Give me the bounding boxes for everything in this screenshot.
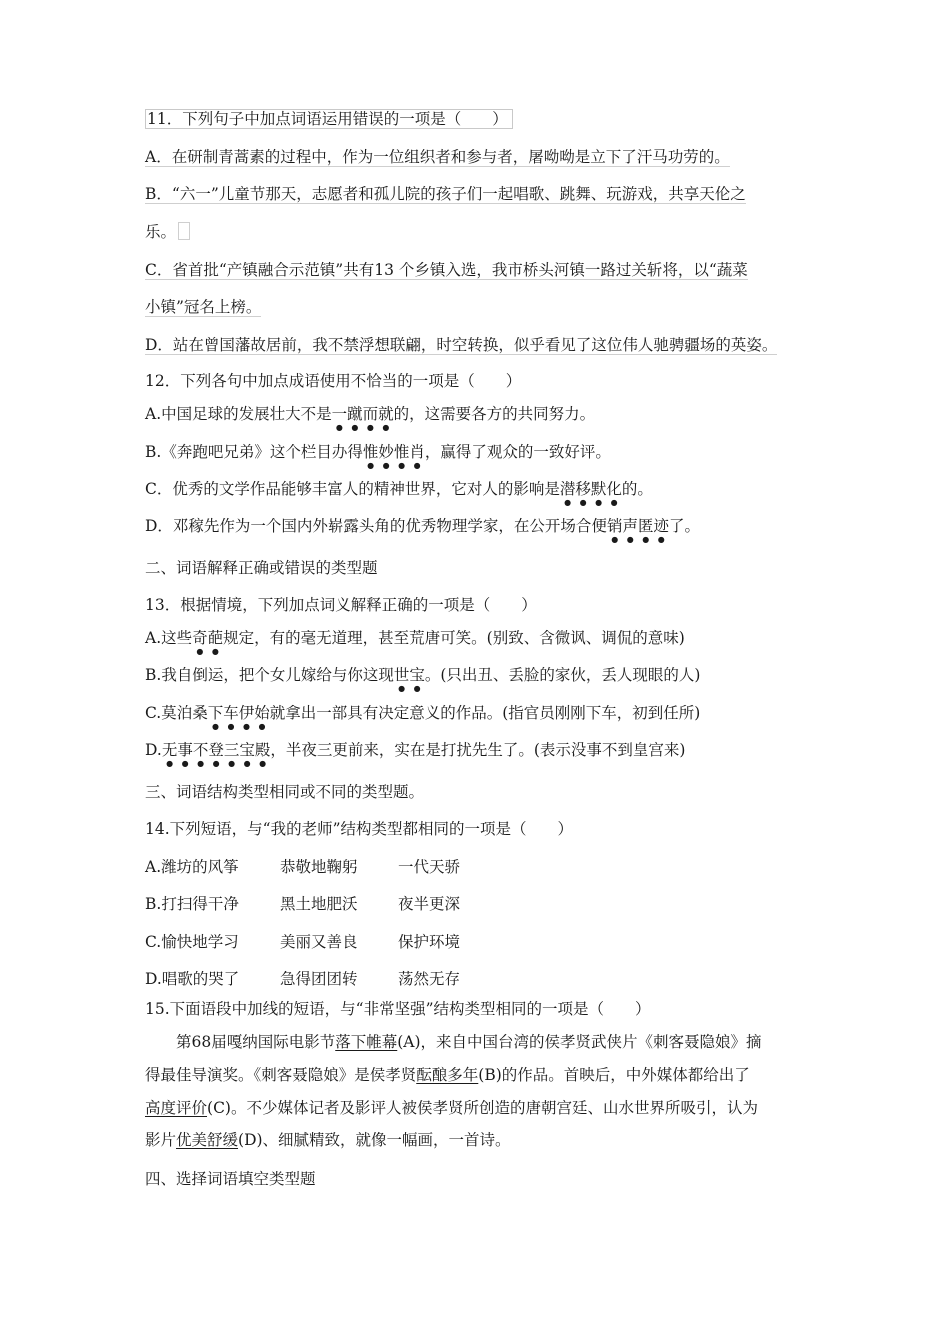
q14-option-d [145, 968, 460, 990]
q12-a-pre: A.中国足球的发展壮大不是 [145, 405, 332, 423]
q13-c-dotted: 下车伊始 [207, 704, 270, 722]
q13-a-pre: A.这些 [145, 629, 193, 647]
q15-p3-post: (C)。不少媒体记者及影评人被侯孝贤所创造的唐朝宫廷、山水世界所吸引，认为 [207, 1099, 758, 1117]
revision-mark [178, 222, 190, 240]
q14-b-1: B.打扫得干净 [145, 895, 239, 913]
q14-c-2: 美丽又善良 [280, 933, 358, 951]
q12-d-dotted: 销声匿迹 [606, 517, 669, 535]
q11-option-b-text1: B．“六一”儿童节那天，志愿者和孤儿院的孩子们一起唱歌、跳舞、玩游戏，共享天伦之 [145, 185, 746, 203]
q15-underlined-a: 落下帷幕 [335, 1033, 398, 1051]
q13-option-b [145, 664, 700, 693]
q14-d-2: 急得团团转 [280, 970, 358, 988]
q13-d-dotted: 无事不登三宝殿 [161, 741, 271, 759]
q13-b-pre: B.我自倒运，把个女儿嫁给与你这现 [145, 666, 394, 684]
q11-option-c-line2 [145, 296, 261, 318]
q11-option-c-text1: C．省首批“产镇融合示范镇”共有13 个乡镇入选，我市桥头河镇一路过关斩将，以“蔬菜 [145, 261, 748, 279]
q15-stem: 15.下面语段中加线的短语，与“非常坚强”结构类型相同的一项是（ ） [145, 1000, 651, 1018]
q12-option-d [145, 515, 700, 544]
q13-a-dotted: 奇葩 [192, 629, 224, 647]
q12-stem: 12．下列各句中加点成语使用不恰当的一项是（ ） [145, 372, 522, 390]
q13-stem: 13．根据情境，下列加点词义解释正确的一项是（ ） [145, 596, 537, 614]
q11-option-b-text2: 乐。 [145, 223, 177, 241]
q14-c-1: C.愉快地学习 [145, 933, 239, 951]
q11-option-d-text: D．站在曾国藩故居前，我不禁浮想联翩，时空转换，似乎看见了这位伟人驰骋疆场的英姿。 [145, 336, 778, 354]
q11-option-a [145, 146, 730, 168]
q12-d-post: 了。 [668, 517, 700, 535]
q12-c-post: 的。 [621, 480, 653, 498]
q12-d-pre: D．邓稼先作为一个国内外崭露头角的优秀物理学家，在公开场合便 [145, 517, 607, 535]
q11-option-c-line1 [145, 259, 748, 281]
q13-option-c [145, 702, 700, 731]
section-2-heading: 二、词语解释正确或错误的类型题 [145, 559, 378, 577]
q11-option-b-line1 [145, 183, 746, 205]
q14-a-1: A.潍坊的风筝 [145, 858, 239, 876]
q13-c-pre: C.莫泊桑 [145, 704, 208, 722]
q12-option-b [145, 441, 611, 470]
q14-a-2: 恭敬地鞠躬 [280, 858, 358, 876]
q12-option-c [145, 478, 653, 507]
q14-d-3: 荡然无存 [398, 970, 461, 988]
q14-b-2: 黑土地肥沃 [280, 895, 358, 913]
q14-stem: 14.下列短语，与“我的老师”结构类型都相同的一项是（ ） [145, 820, 574, 838]
q15-underlined-b: 酝酿多年 [416, 1066, 479, 1084]
q13-option-d [145, 739, 685, 768]
q15-para-line2 [145, 1064, 750, 1086]
q12-c-pre: C．优秀的文学作品能够丰富人的精神世界，它对人的影响是 [145, 480, 560, 498]
q11-option-a-text: A．在研制青蒿素的过程中，作为一位组织者和参与者，屠呦呦是立下了汗马功劳的。 [145, 148, 730, 166]
q13-d-pre: D. [145, 741, 162, 759]
q12-b-post: ，赢得了观众的一致好评。 [424, 443, 611, 461]
q13-b-dotted: 世宝 [393, 666, 425, 684]
q12-option-a [145, 403, 595, 432]
q13-a-post: 规定，有的毫无道理，甚至荒唐可笑。(别致、含微讽、调侃的意味) [223, 629, 685, 647]
q15-p1-pre: 第68届嘎纳国际电影节 [176, 1033, 336, 1051]
q12-a-dotted: 一蹴而就 [331, 405, 394, 423]
q13-d-post: ，半夜三更前来，实在是打扰先生了。(表示没事不到皇宫来) [270, 741, 686, 759]
q11-stem-text: 11．下列句子中加点词语运用错误的一项是（ ） [145, 109, 513, 129]
q12-b-pre: B.《奔跑吧兄弟》这个栏目办得 [145, 443, 363, 461]
q14-b-3: 夜半更深 [398, 895, 461, 913]
q13-option-a [145, 627, 685, 656]
section-4-heading: 四、选择词语填空类型题 [145, 1170, 316, 1188]
q11-option-b-line2 [145, 221, 190, 243]
q15-para-line3 [145, 1097, 758, 1119]
q12-b-dotted: 惟妙惟肖 [362, 443, 425, 461]
q14-a-3: 一代天骄 [398, 858, 461, 876]
q13-b-post: 。(只出丑、丢脸的家伙，丢人现眼的人) [424, 666, 701, 684]
q11-option-d [145, 334, 777, 356]
q12-a-post: 的，这需要各方的共同努力。 [393, 405, 596, 423]
q12-c-dotted: 潜移默化 [559, 480, 622, 498]
q15-p4-pre: 影片 [145, 1131, 177, 1149]
q15-underlined-d: 优美舒缓 [176, 1131, 239, 1149]
q11-option-c-text2: 小镇”冠名上榜。 [145, 298, 262, 316]
q15-p2-post: (B)的作品。首映后，中外媒体都给出了 [478, 1066, 750, 1084]
q11-stem [145, 108, 513, 130]
q15-p1-post: (A)，来自中国台湾的侯孝贤武侠片《刺客聂隐娘》摘 [397, 1033, 762, 1051]
q14-option-c [145, 931, 460, 953]
q14-d-1: D.唱歌的哭了 [145, 970, 240, 988]
q15-p2-pre: 得最佳导演奖。《刺客聂隐娘》是侯孝贤 [145, 1066, 417, 1084]
q13-c-post: 就拿出一部具有决定意义的作品。(指官员刚刚下车，初到任所) [269, 704, 701, 722]
q15-para-line4 [145, 1129, 511, 1151]
q14-option-a [145, 856, 460, 878]
section-3-heading: 三、词语结构类型相同或不同的类型题。 [145, 783, 425, 801]
q15-para-line1 [176, 1031, 762, 1053]
q15-p4-post: (D)、细腻精致，就像一幅画，一首诗。 [238, 1131, 511, 1149]
q14-option-b [145, 893, 460, 915]
q14-c-3: 保护环境 [398, 933, 461, 951]
q15-underlined-c: 高度评价 [145, 1099, 208, 1117]
